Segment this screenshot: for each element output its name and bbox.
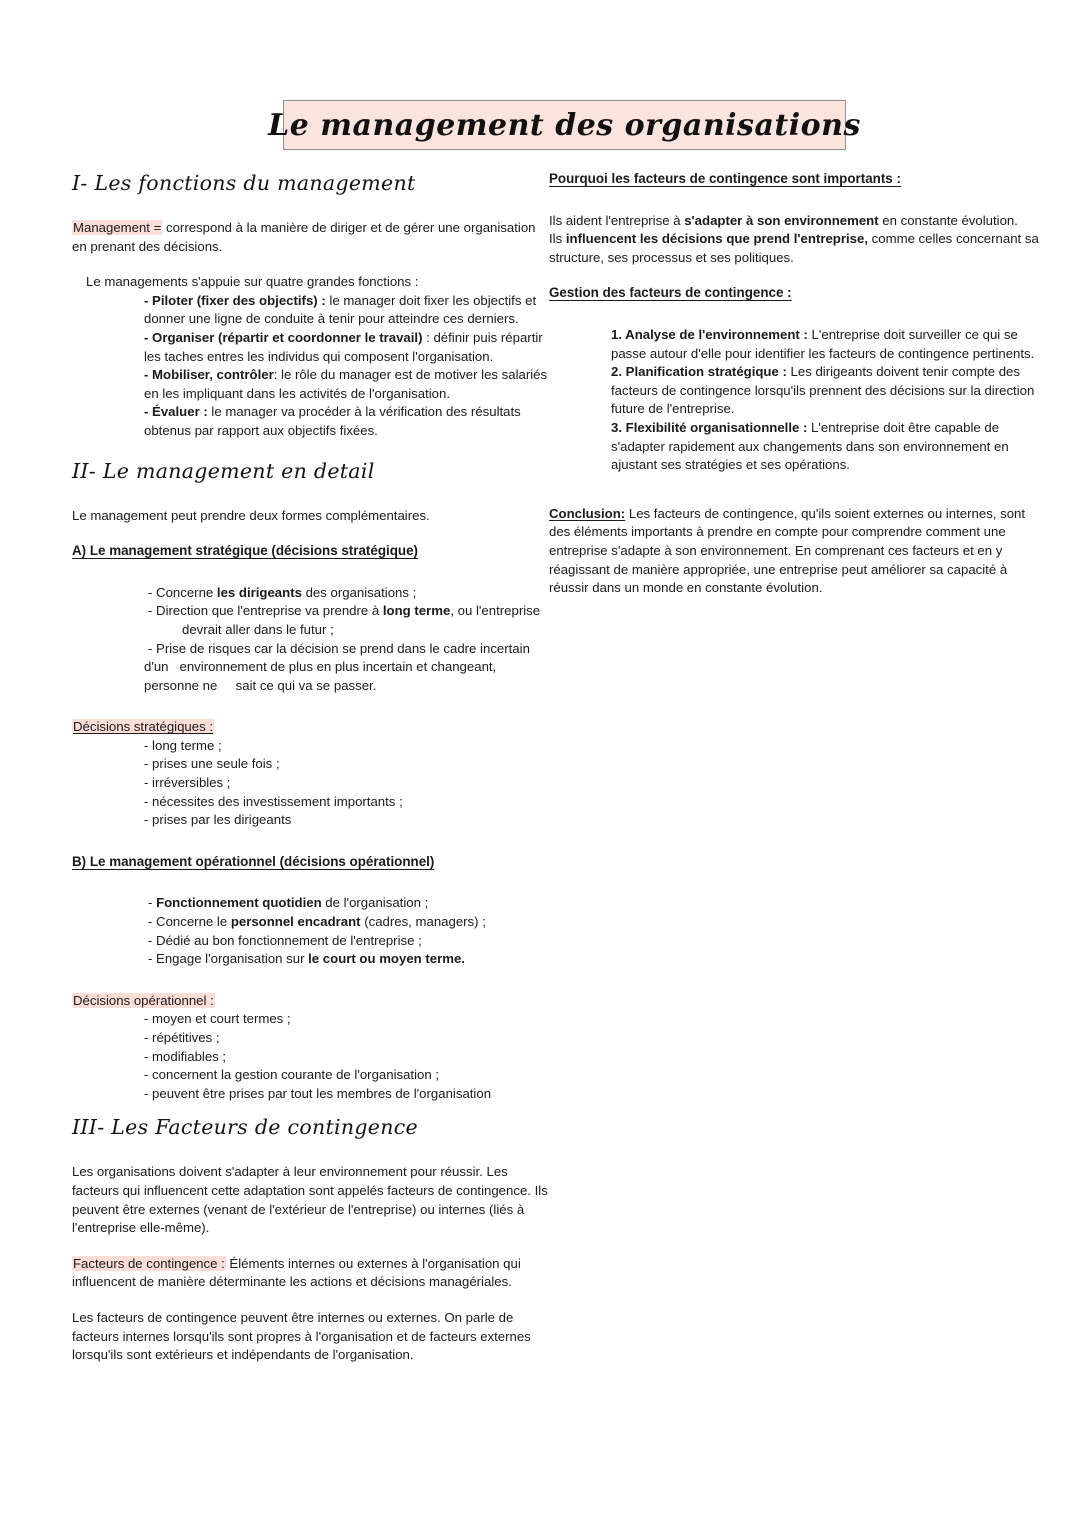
section2-intro: Le management peut prendre deux formes complémentaires. (72, 507, 430, 523)
bullet-pre: - Concerne (148, 584, 217, 600)
list-item: - long terme ; (144, 737, 222, 753)
strategic-bullet (148, 602, 550, 621)
subsection-b-heading: B) Le management opérationnel (décisions opérationnel) (72, 853, 435, 869)
list-item: - moyen et court termes ; (144, 1011, 291, 1027)
strategic-bullets (72, 584, 550, 658)
strategic-tail-line-2: personne ne sait ce qui va se passer. (144, 677, 377, 693)
list-item: - prises une seule fois ; (144, 756, 280, 772)
bullet-pre: - Direction que l'entreprise va prendre à (148, 603, 383, 619)
strategic-bullet (148, 584, 550, 603)
operational-bullet: - Dédié au bon fonctionnement de l'entreprise ; (148, 932, 422, 948)
section-heading-3: III- Les Facteurs de contingence (72, 1115, 418, 1140)
strategic-bullet: - Prise de risques car la décision se prend dans le cadre incertain (148, 640, 530, 656)
bullet-pre: - Concerne le (148, 914, 231, 930)
management-definition-term: Management = (73, 220, 162, 235)
bullet-post: (cadres, managers) ; (360, 914, 486, 930)
operational-bullet (148, 913, 550, 932)
functions-list (72, 292, 550, 441)
contingency-definition-rest: Éléments internes ou externes à l'organisation qui influencent de manière déterminante les actions et décisions managériales. (72, 1255, 521, 1290)
management-steps (549, 326, 1039, 475)
bullet-bold: les dirigeants (216, 584, 302, 600)
management-definition-rest: correspond à la manière de diriger et de gérer une organisation en prenant des décisions. (72, 220, 536, 254)
function-term: - Piloter (fixer des objectifs) : (144, 292, 326, 308)
why-line-2-bold: influencent les décisions que prend l'entreprise, (565, 231, 868, 247)
left-column (72, 170, 550, 1365)
list-item: - peuvent être prises par tout les membres de l'organisation (144, 1085, 492, 1101)
conclusion-label: Conclusion: (549, 505, 626, 521)
operational-decisions-list (72, 1010, 550, 1103)
function-text: le manager doit fixer les objectifs et donner une ligne de conduite à tenir pour atteindre ces derniers. (144, 292, 537, 327)
operational-bullets (72, 894, 550, 968)
strategic-decisions-list (72, 737, 550, 830)
why-line-1-post: en constante évolution. (878, 212, 1018, 228)
management-definition (72, 219, 550, 256)
list-item: - modifiables ; (144, 1048, 227, 1064)
why-line-2-post: comme celles concernant sa structure, ses processus et ses politiques. (549, 231, 1039, 265)
management-step (611, 419, 1039, 475)
contingency-definition (72, 1255, 550, 1292)
page-title: Le management des organisations (268, 107, 861, 143)
strategic-bullet-continuation: devrait aller dans le futur ; (182, 621, 334, 637)
function-item (144, 366, 550, 403)
conclusion-text: Les facteurs de contingence, qu'ils soient externes ou internes, sont des éléments importants à prendre en compte pour comprendre comment une entreprise s'adapte à son environnement. En comprenant ces facteurs et en y réagissant de manière appropriée, une entreprise peut améliorer sa capacité à réussir dans un monde en constante évolution. (549, 505, 1026, 596)
strategic-tail-line-1: d'un environnement de plus en plus incertain et changeant, (144, 659, 497, 675)
function-term: - Organiser (répartir et coordonner le travail) (144, 329, 423, 345)
why-line-1-bold: s'adapter à son environnement (684, 212, 879, 228)
section-heading-1: I- Les fonctions du management (72, 171, 416, 195)
bullet-bold: le court ou moyen terme. (308, 951, 465, 967)
contingency-definition-term: Facteurs de contingence : (73, 1255, 225, 1271)
bullet-post: de l'organisation ; (321, 895, 429, 911)
section-heading-2: II- Le management en detail (72, 458, 375, 483)
why-line-1-pre: Ils aident l'entreprise à (549, 212, 685, 228)
subsection-a-heading: A) Le management stratégique (décisions stratégique) (72, 543, 418, 559)
conclusion-paragraph (549, 505, 1039, 598)
management-heading: Gestion des facteurs de contingence : (549, 285, 792, 301)
step-text: L'entreprise doit être capable de s'adapter rapidement aux changements dans son environnement en ajustant ses stratégies et ses opérations. (611, 419, 1009, 473)
bullet-post: des organisations ; (301, 584, 417, 600)
bullet-bold: Fonctionnement quotidien (156, 895, 322, 911)
section3-paragraph-2: Les facteurs de contingence peuvent être internes ou externes. On parle de facteurs internes lorsqu'ils sont propres à l'organisation et de facteurs externes lorsqu'ils sont extérieurs et indépendants de l'organisation. (72, 1309, 531, 1363)
bullet-post: , ou l'entreprise (450, 603, 541, 619)
operational-bullet (148, 894, 550, 913)
why-line-2 (549, 230, 1039, 267)
management-step (611, 326, 1039, 363)
management-step (611, 363, 1039, 419)
function-term: - Évaluer : (144, 404, 208, 420)
why-heading: Pourquoi les facteurs de contingence sont importants : (549, 171, 901, 186)
list-item: - nécessites des investissement importants ; (144, 793, 403, 809)
bullet-pre: - Engage l'organisation sur (148, 951, 309, 967)
function-item (144, 403, 550, 440)
list-item: - répétitives ; (144, 1030, 220, 1045)
step-term: 1. Analyse de l'environnement : (611, 326, 808, 342)
list-item: - concernent la gestion courante de l'organisation ; (144, 1067, 440, 1083)
step-text: Les dirigeants doivent tenir compte des facteurs de contingence lorsqu'ils prennent des décisions sur la direction future de l'entreprise. (611, 364, 1035, 417)
why-line-2-pre: Ils (549, 231, 566, 247)
document-title-banner (268, 100, 861, 150)
step-term: 2. Planification stratégique : (611, 364, 787, 380)
strategic-decisions-label: Décisions stratégiques : (73, 719, 214, 735)
function-text: : définir puis répartir les taches entres les individus qui composent l'organisation. (144, 329, 543, 364)
bullet-bold: personnel encadrant (230, 914, 361, 930)
function-text: le manager va procéder à la vérification des résultats obtenus par rapport aux objectifs fixées. (144, 404, 521, 438)
list-item: - irréversibles ; (144, 775, 231, 791)
functions-intro: Le managements s'appuie sur quatre grandes fonctions : (86, 274, 419, 290)
operational-bullet (148, 950, 550, 969)
function-item (144, 292, 550, 329)
operational-decisions-label: Décisions opérationnel : (73, 992, 214, 1008)
step-text: L'entreprise doit surveiller ce qui se passe autour d'elle pour identifier les facteurs de contingence pertinents. (611, 326, 1035, 361)
list-item: - prises par les dirigeants (144, 812, 292, 828)
bullet-pre: - (148, 895, 157, 911)
operational-decisions-label-wrap (72, 992, 550, 1011)
step-term: 3. Flexibilité organisationnelle : (611, 419, 808, 435)
bullet-bold: long terme (382, 603, 451, 619)
function-term: - Mobiliser, contrôler (144, 367, 274, 383)
function-item (144, 329, 550, 366)
right-column (549, 170, 1039, 598)
why-line-1 (549, 212, 1039, 231)
section3-paragraph-1: Les organisations doivent s'adapter à leur environnement pour réussir. Les facteurs qui influencent cette adaptation sont appelés facteurs de contingence. Ils peuvent être externes (venant de l'extérieur de l'entreprise) ou internes (liés à l'entreprise elle-même). (72, 1164, 548, 1236)
strategic-decisions-label-wrap (72, 718, 550, 737)
function-text: : le rôle du manager est de motiver les salariés en les impliquant dans les activités de l'organisation. (144, 367, 548, 401)
